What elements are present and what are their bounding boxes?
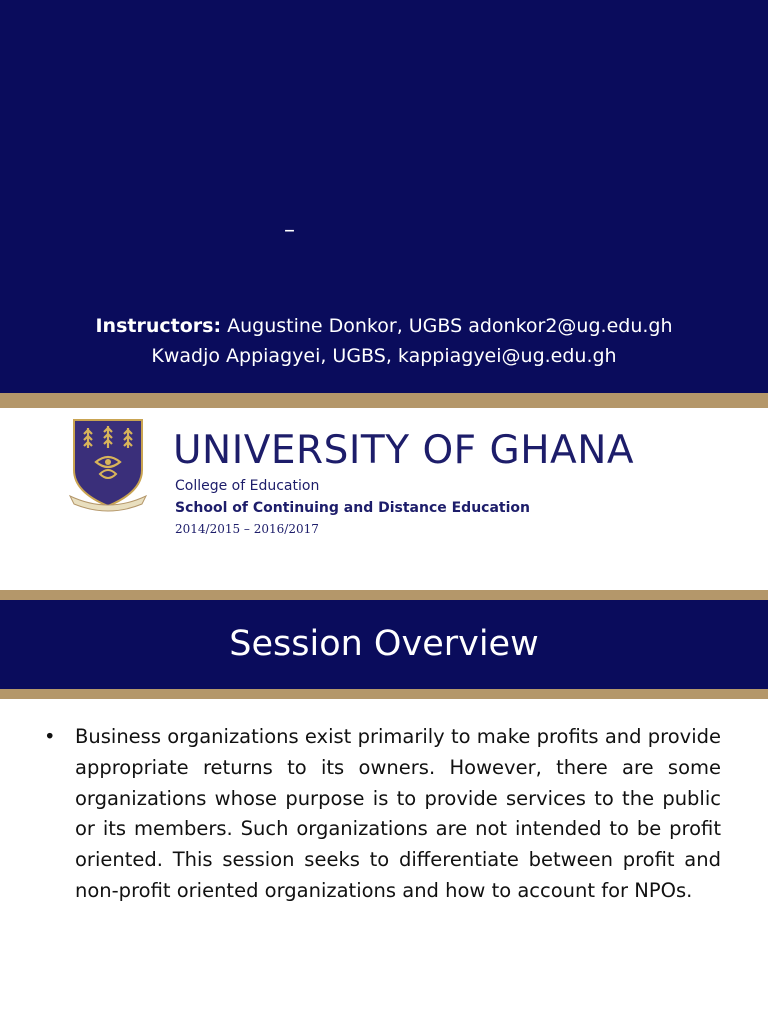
instructor-line-2: Kwadjo Appiagyei, UGBS, kappiagyei@ug.edu.gh (151, 345, 617, 367)
instructors-label: Instructors: (95, 315, 222, 337)
college-name: College of Education (175, 478, 320, 494)
bullet-marker: • (44, 725, 56, 748)
university-name: UNIVERSITY OF GHANA (173, 428, 635, 473)
overview-paragraph: Business organizations exist primarily to make profits and provide appropriate returns to its owners. However, there are some organizations whose purpose is to provide services to the public or its members. Such organizations are not intended to be profit oriented. This session seeks to differentiate between profit and non-profit oriented organizations and how to account for NPOs. (75, 725, 721, 902)
gold-divider-bottom (0, 689, 768, 699)
academic-years: 2014/2015 – 2016/2017 (175, 522, 319, 536)
instructor-1-text: Augustine Donkor, UGBS adonkor2@ug.edu.gh (227, 315, 673, 337)
school-name: School of Continuing and Distance Education (175, 500, 530, 516)
university-crest-icon (68, 418, 148, 512)
gold-divider-middle (0, 590, 768, 600)
instructor-line-1 (0, 315, 768, 337)
gold-divider-top (0, 393, 768, 409)
slide-title: Session Overview (229, 624, 539, 664)
subtitle-dash: – (284, 218, 295, 243)
